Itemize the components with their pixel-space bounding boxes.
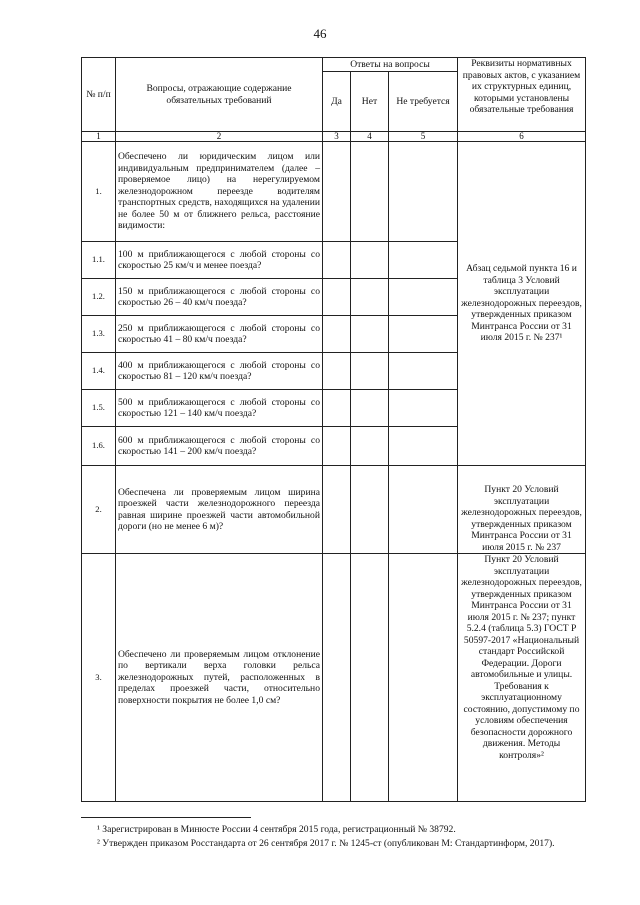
answer-yes-cell[interactable] — [323, 279, 351, 316]
row-question: Обеспечена ли проверяемым лицом ширина проезжей части железнодорожного переезда равная ширине проезжей части автомобильной дороги (но не менее 6 м)? — [116, 466, 323, 554]
table-row — [82, 466, 586, 554]
row-number: 1. — [82, 142, 116, 242]
table-row — [82, 554, 586, 802]
requisites-cell: Абзац седьмой пункта 16 и таблица 3 Условий эксплуатации железнодорожных переездов, утвержденных приказом Минтранса России от 31 июля 2015 г. № 237¹ — [458, 142, 586, 466]
requirements-table — [81, 57, 586, 802]
answer-no-cell[interactable] — [351, 279, 389, 316]
answer-no-cell[interactable] — [351, 316, 389, 353]
answer-not-required-cell[interactable] — [389, 316, 458, 353]
row-question: Обеспечено ли проверяемым лицом отклонение по вертикали верха головки рельса железнодорожных путей, расположенных в пределах проезжей части, относительно поверхности покрытия не более 1,0 см? — [116, 554, 323, 802]
row-number: 1.6. — [82, 427, 116, 466]
row-question: 250 м приближающегося с любой стороны со скоростью 41 – 80 км/ч поезда? — [116, 316, 323, 353]
col-index: 1 — [82, 132, 116, 142]
answer-not-required-cell[interactable] — [389, 466, 458, 554]
row-number: 1.2. — [82, 279, 116, 316]
answer-no-cell[interactable] — [351, 353, 389, 390]
row-number: 1.3. — [82, 316, 116, 353]
answer-not-required-cell[interactable] — [389, 142, 458, 242]
answer-not-required-cell[interactable] — [389, 554, 458, 802]
row-number: 3. — [82, 554, 116, 802]
header-no: Нет — [351, 72, 389, 132]
col-index: 4 — [351, 132, 389, 142]
answer-no-cell[interactable] — [351, 466, 389, 554]
answer-yes-cell[interactable] — [323, 316, 351, 353]
footnote-divider — [81, 817, 251, 818]
header-not-required: Не требуется — [389, 72, 458, 132]
answer-yes-cell[interactable] — [323, 554, 351, 802]
row-number: 1.5. — [82, 390, 116, 427]
requisites-cell: Пункт 20 Условий эксплуатации железнодорожных переездов, утвержденных приказом Минтранса России от 31 июля 2015 г. № 237; пункт 5.2.4 (таблица 5.3) ГОСТ Р 50597-2017 «Национальный стандарт Российской Федерации. Дороги автомобильные и улицы. Требования к эксплуатационному состоянию, допустимому по условиям обеспечения безопасности дорожного движения. Методы контроля»² — [458, 554, 586, 802]
row-question: 100 м приближающегося с любой стороны со скоростью 25 км/ч и менее поезда? — [116, 242, 323, 279]
row-question: 150 м приближающегося с любой стороны со скоростью 26 – 40 км/ч поезда? — [116, 279, 323, 316]
col-index: 5 — [389, 132, 458, 142]
row-question: 500 м приближающегося с любой стороны со скоростью 121 – 140 км/ч поезда? — [116, 390, 323, 427]
answer-no-cell[interactable] — [351, 554, 389, 802]
footnote: ¹ Зарегистрирован в Минюсте России 4 сентября 2015 года, регистрационный № 38792. — [97, 824, 456, 835]
row-number: 2. — [82, 466, 116, 554]
answer-yes-cell[interactable] — [323, 466, 351, 554]
col-index: 2 — [116, 132, 323, 142]
answer-not-required-cell[interactable] — [389, 427, 458, 466]
answer-no-cell[interactable] — [351, 427, 389, 466]
answer-no-cell[interactable] — [351, 390, 389, 427]
header-question: Вопросы, отражающие содержание обязательных требований — [116, 58, 323, 132]
answer-yes-cell[interactable] — [323, 242, 351, 279]
col-index: 3 — [323, 132, 351, 142]
header-answers: Ответы на вопросы — [323, 58, 458, 72]
footnote: ² Утвержден приказом Росстандарта от 26 сентября 2017 г. № 1245-ст (опубликован М: Стандартинформ, 2017). — [97, 838, 555, 849]
row-question: 600 м приближающегося с любой стороны со скоростью 141 – 200 км/ч поезда? — [116, 427, 323, 466]
row-question: Обеспечено ли юридическим лицом или индивидуальным предпринимателем (далее – проверяемое лицо) на нерегулируемом железнодорожном переезде водителям транспортных средств, находящихся на удалении не более 50 м от ближнего рельса, расстояние видимости: — [116, 142, 323, 242]
answer-not-required-cell[interactable] — [389, 353, 458, 390]
col-index: 6 — [458, 132, 586, 142]
requisites-cell: Пункт 20 Условий эксплуатации железнодорожных переездов, утвержденных приказом Минтранса России от 31 июля 2015 г. № 237 — [458, 466, 586, 554]
answer-not-required-cell[interactable] — [389, 279, 458, 316]
header-row — [82, 58, 586, 72]
answer-yes-cell[interactable] — [323, 390, 351, 427]
answer-no-cell[interactable] — [351, 142, 389, 242]
row-number: 1.4. — [82, 353, 116, 390]
answer-yes-cell[interactable] — [323, 142, 351, 242]
answer-not-required-cell[interactable] — [389, 390, 458, 427]
answer-no-cell[interactable] — [351, 242, 389, 279]
page-number: 46 — [313, 26, 327, 41]
row-number: 1.1. — [82, 242, 116, 279]
answer-yes-cell[interactable] — [323, 427, 351, 466]
row-question: 400 м приближающегося с любой стороны со скоростью 81 – 120 км/ч поезда? — [116, 353, 323, 390]
header-num: № п/п — [82, 58, 116, 132]
answer-yes-cell[interactable] — [323, 353, 351, 390]
table-row — [82, 142, 586, 242]
answer-not-required-cell[interactable] — [389, 242, 458, 279]
header-yes: Да — [323, 72, 351, 132]
header-requisites: Реквизиты нормативных правовых актов, с указанием их структурных единиц, которыми установлены обязательные требования — [458, 58, 586, 132]
column-index-row — [82, 132, 586, 142]
